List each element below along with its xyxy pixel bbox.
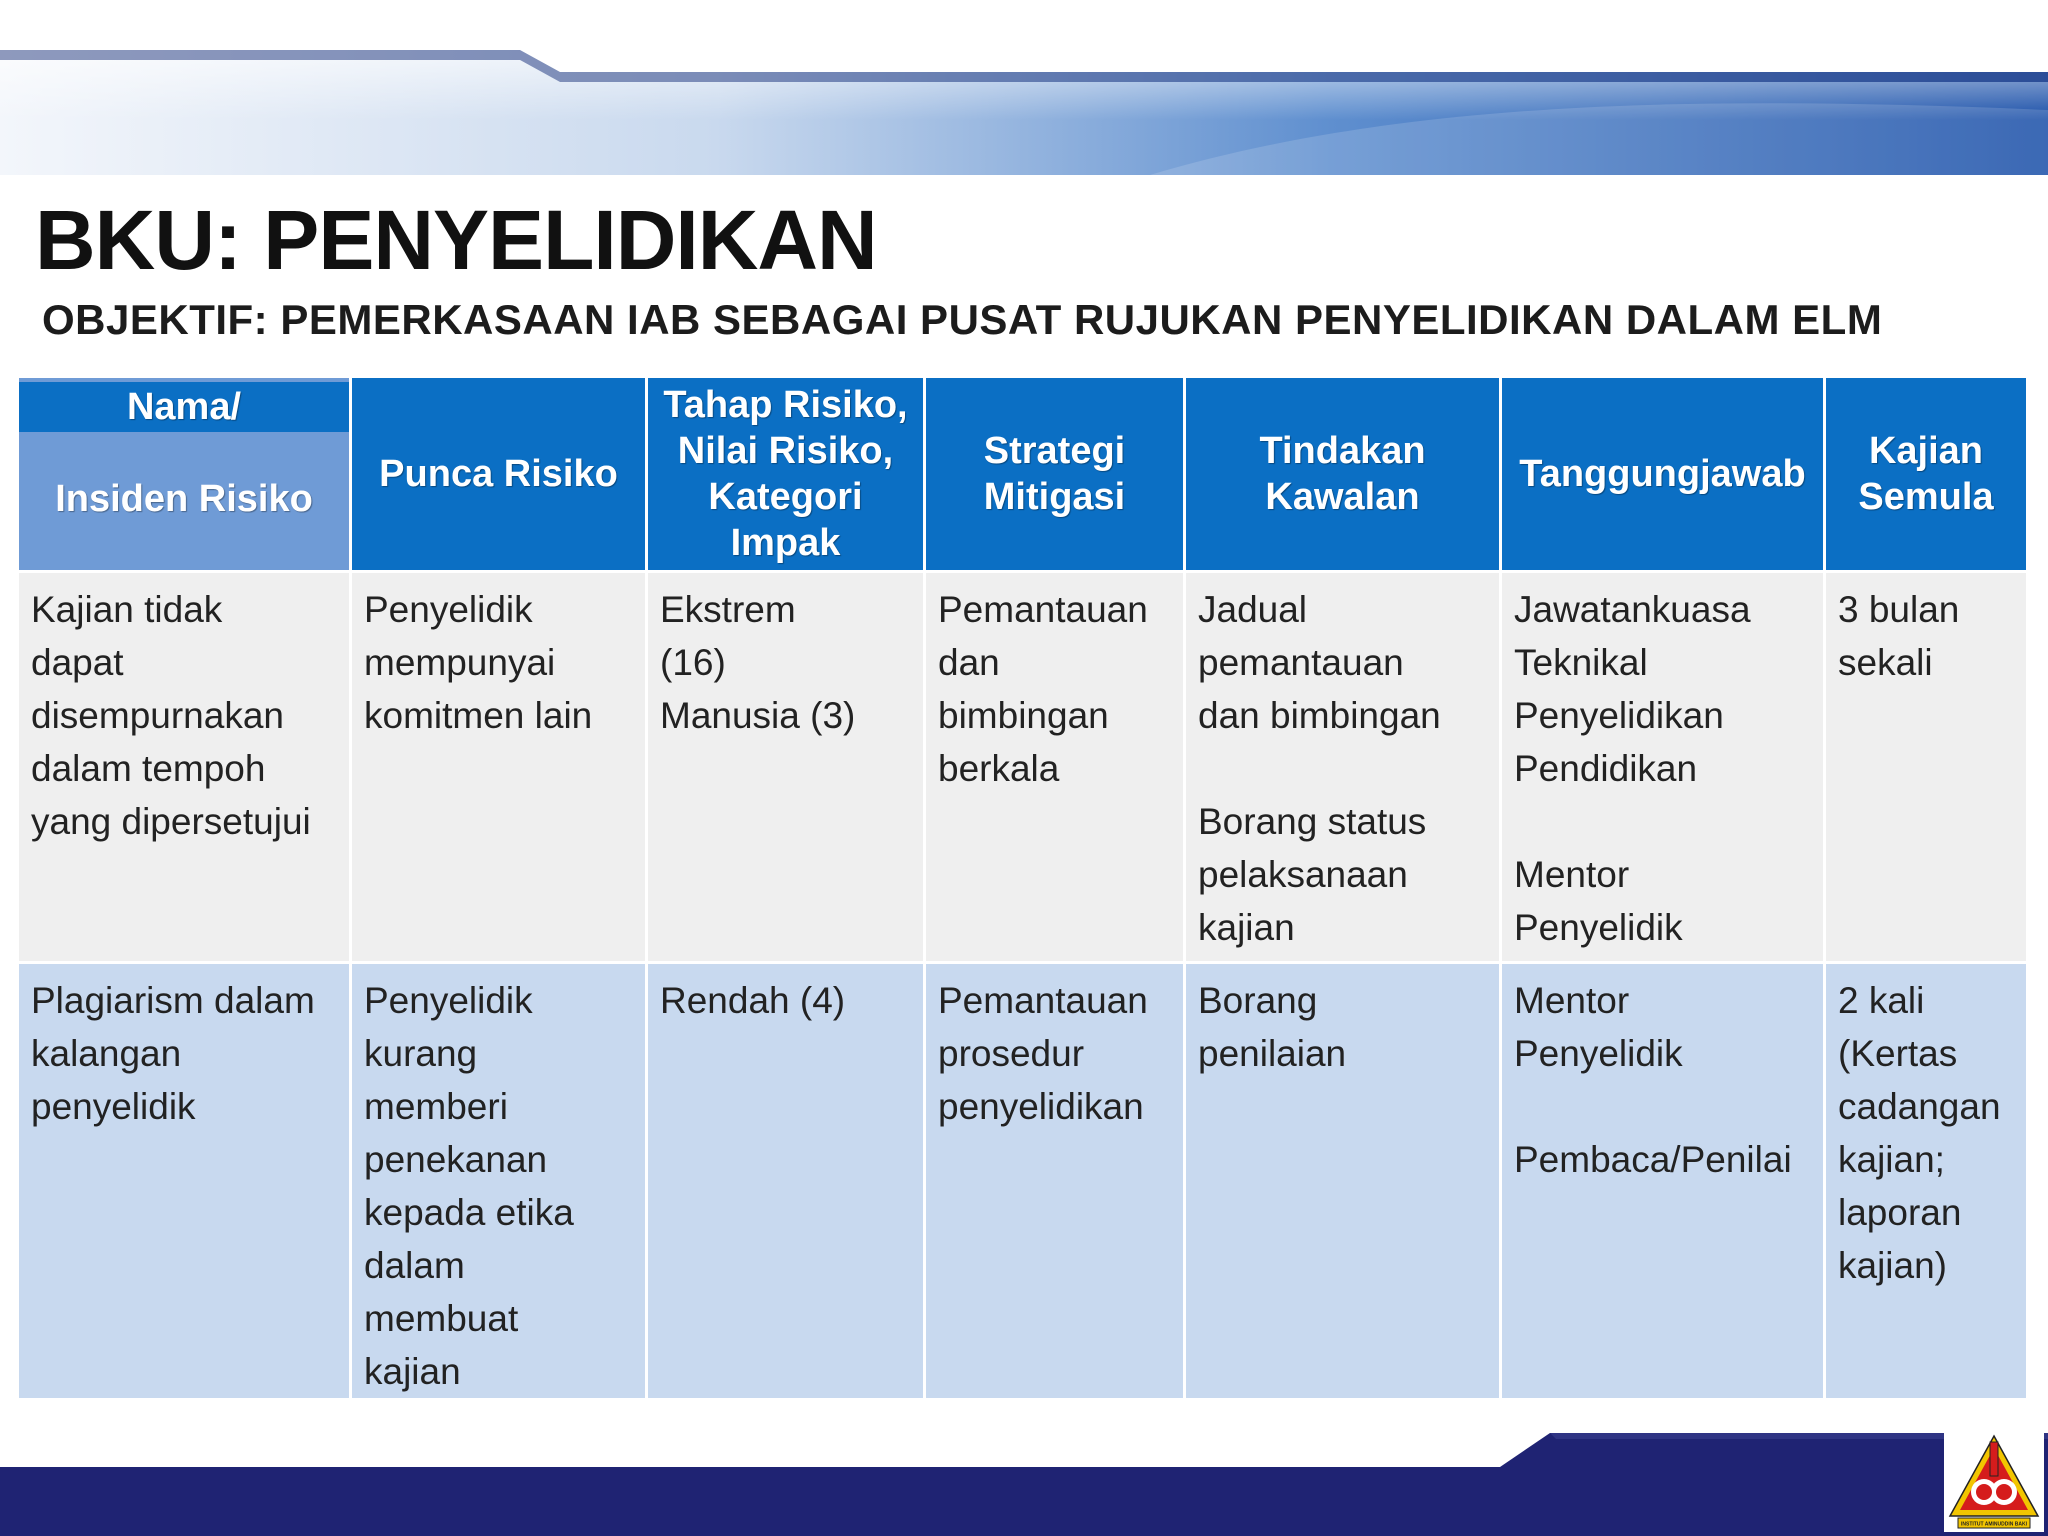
institute-logo [1944,1432,2044,1532]
cell-tindakan: Borang penilaian [1185,963,1501,1400]
page-subtitle: OBJEKTIF: PEMERKASAAN IAB SEBAGAI PUSAT RUJUKAN PENYELIDIKAN DALAM ELM [42,296,1883,343]
svg-text:INSTITUT AMINUDDIN BAKI: INSTITUT AMINUDDIN BAKI [1961,1521,2027,1528]
cell-kajian: 2 kali (Kertas cadangan kajian; laporan kajian) [1825,963,2028,1400]
cell-tanggungjawab: Jawatankuasa Teknikal Penyelidikan Pendidikan Mentor Penyelidik [1501,572,1825,963]
header-nama-line1: Nama/ [19,382,349,432]
cell-strategi: Pemantauan dan bimbingan berkala [925,572,1185,963]
header-nama [18,377,351,572]
cell-kajian: 3 bulan sekali [1825,572,2028,963]
header-nama-line2: Insiden Risiko [19,432,349,566]
header-strategi: Strategi Mitigasi [925,377,1185,572]
cell-punca: Penyelidik mempunyai komitmen lain [351,572,647,963]
cell-punca: Penyelidik kurang memberi penekanan kepada etika dalam membuat kajian [351,963,647,1400]
page-title: BKU: PENYELIDIKAN [35,193,877,287]
cell-tindakan: Jadual pemantauan dan bimbingan Borang status pelaksanaan kajian [1185,572,1501,963]
cell-tahap: Rendah (4) [647,963,925,1400]
top-banner [0,0,2048,180]
bottom-banner [0,1425,2048,1536]
header-tanggungjawab: Tanggungjawab [1501,377,1825,572]
cell-tanggungjawab: Mentor Penyelidik Pembaca/Penilai [1501,963,1825,1400]
cell-tahap: Ekstrem (16) Manusia (3) [647,572,925,963]
risk-table [16,375,2029,1401]
header-kajian: Kajian Semula [1825,377,2028,572]
cell-nama: Plagiarism dalam kalangan penyelidik [18,963,351,1400]
header-tindakan: Tindakan Kawalan [1185,377,1501,572]
cell-strategi: Pemantauan prosedur penyelidikan [925,963,1185,1400]
table-header-row [18,377,2028,572]
table-row [18,963,2028,1400]
cell-nama: Kajian tidak dapat disempurnakan dalam tempoh yang dipersetujui [18,572,351,963]
header-punca: Punca Risiko [351,377,647,572]
header-tahap: Tahap Risiko, Nilai Risiko, Kategori Impak [647,377,925,572]
table-row [18,572,2028,963]
